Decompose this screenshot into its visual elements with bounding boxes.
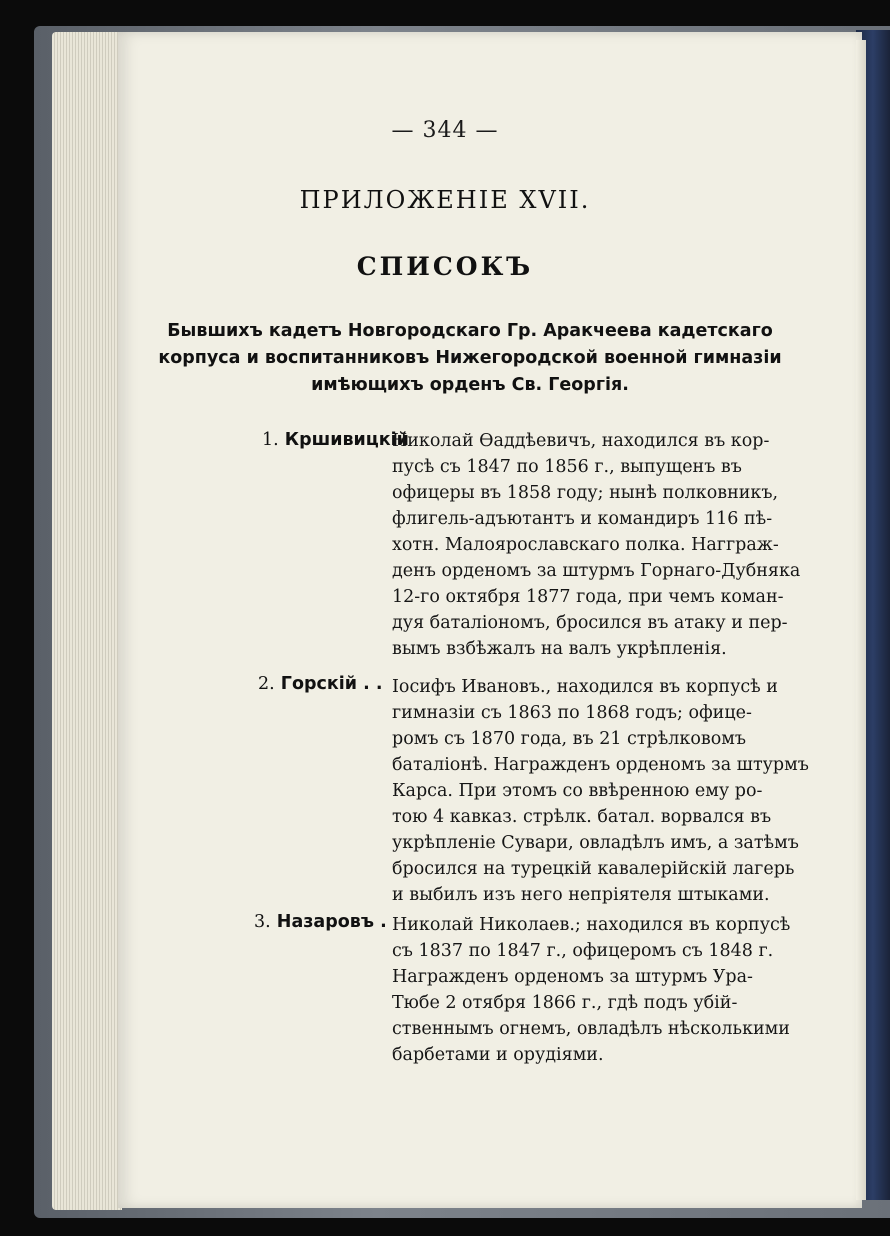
heading-line: корпуса и воспитанниковъ Нижегородской военной гимназiи <box>158 348 782 368</box>
entry-line: Карса. При этомъ со ввѣренною ему ро- <box>392 781 763 801</box>
heading-line: Бывшихъ кадетъ Новгородскаго Гр. Аракчеева кадетскаго <box>167 321 773 341</box>
entry-1-body <box>392 428 801 662</box>
entry-line: барбетами и орудiями. <box>392 1045 604 1065</box>
entry-line: ромъ съ 1870 года, въ 21 стрѣлковомъ <box>392 729 747 749</box>
entry-line: Николай Ѳаддѣевичъ, находился въ кор- <box>392 431 770 451</box>
entry-1-name <box>262 430 409 450</box>
entry-number: 1. <box>262 430 279 450</box>
entry-line: 12-го октября 1877 года, при чемъ коман- <box>392 587 784 607</box>
appendix-title: ПРИЛОЖЕНIЕ XVII. <box>299 186 591 214</box>
entry-line: баталiонѣ. Награжденъ орденомъ за штурмъ <box>392 755 809 775</box>
entry-line: денъ орденомъ за штурмъ Горнаго-Дубняка <box>392 561 801 581</box>
heading-line: имѣющихъ орденъ Св. Георгiя. <box>311 375 629 395</box>
list-title: СПИСОКЪ <box>356 252 534 281</box>
entry-3-name <box>254 912 387 932</box>
entry-2-body <box>392 674 809 908</box>
entry-line: Iосифъ Ивановъ., находился въ корпусѣ и <box>392 677 778 697</box>
entry-line: офицеры въ 1858 году; нынѣ полковникъ, <box>392 483 779 503</box>
entry-line: флигель-адъютантъ и командиръ 116 пѣ- <box>392 509 773 529</box>
entry-line: вымъ взбѣжалъ на валъ укрѣпленiя. <box>392 639 727 659</box>
entry-line: съ 1837 по 1847 г., офицеромъ съ 1848 г. <box>392 941 774 961</box>
entry-line: Николай Николаев.; находился въ корпусѣ <box>392 915 791 935</box>
entry-line: и выбилъ изъ него непрiятеля штыками. <box>392 885 770 905</box>
entry-3-body <box>392 912 791 1068</box>
entry-line: хотн. Малоярославскаго полка. Нагграж- <box>392 535 779 555</box>
list-heading <box>150 318 790 399</box>
entry-line: тою 4 кавказ. стрѣлк. батал. ворвался въ <box>392 807 772 827</box>
entry-number: 2. <box>258 674 275 694</box>
entry-surname: Назаровъ . <box>276 912 387 932</box>
entry-surname: Кршивицкiй <box>284 430 409 450</box>
entry-line: ственнымъ огнемъ, овладѣлъ нѣсколькими <box>392 1019 790 1039</box>
entry-line: укрѣпленiе Сувари, овладѣлъ имъ, а затѣмъ <box>392 833 799 853</box>
entry-line: гимназiи съ 1863 по 1868 годъ; офице- <box>392 703 752 723</box>
entry-2-name <box>258 674 383 694</box>
entry-line: дуя баталiономъ, бросился въ атаку и пер- <box>392 613 788 633</box>
entry-surname: Горскiй . . <box>280 674 383 694</box>
entry-number: 3. <box>254 912 271 932</box>
entry-line: пусѣ съ 1847 по 1856 г., выпущенъ въ <box>392 457 742 477</box>
entry-line: Награжденъ орденомъ за штурмъ Ура- <box>392 967 753 987</box>
entry-line: Тюбе 2 отября 1866 г., гдѣ подъ убiй- <box>392 993 738 1013</box>
entry-line: бросился на турецкiй кавалерiйскiй лагерь <box>392 859 795 879</box>
page-number: — 344 — <box>391 118 499 143</box>
page-inner-edge <box>856 40 866 1200</box>
